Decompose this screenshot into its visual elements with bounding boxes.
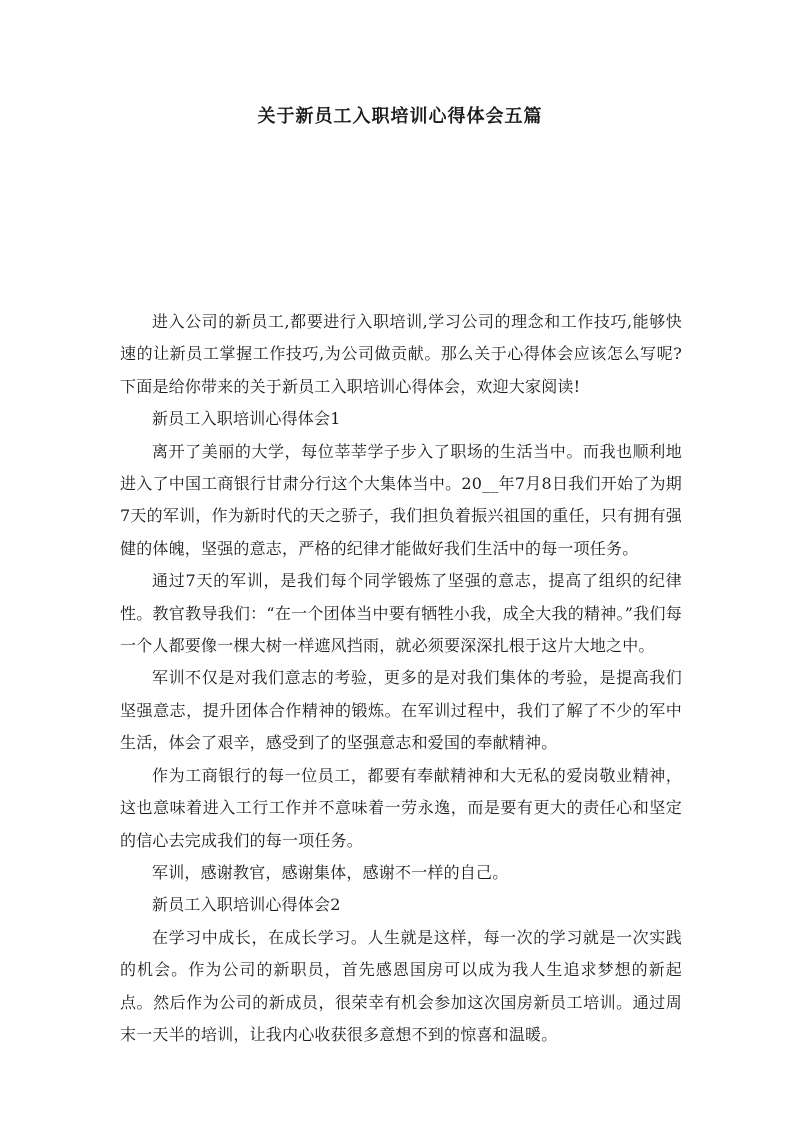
body-paragraph: 在学习中成长，在成长学习。人生就是这样，每一次的学习就是一次实践的机会。作为公司的新职员，首先感恩国房可以成为我人生追求梦想的新起点。然后作为公司的新成员，很荣幸有机会参加这次国房新员工培训。通过周末一天半的培训，让我内心收获很多意想不到的惊喜和温暖。 — [120, 927, 682, 1044]
intro-paragraph: 进入公司的新员工,都要进行入职培训,学习公司的理念和工作技巧,能够快速的让新员工掌握工作技巧,为公司做贡献。那么关于心得体会应该怎么写呢?下面是给你带来的关于新员工入职培训心得体会，欢迎大家阅读! — [120, 312, 682, 396]
section-heading-2: 新员工入职培训心得体会2 — [152, 895, 341, 915]
body-paragraph: 军训不仅是对我们意志的考验，更多的是对我们集体的考验，是提高我们坚强意志，提升团体合作精神的锻炼。在军训过程中，我们了解了不少的军中生活，体会了艰辛，感受到了的坚强意志和爱国的奉献精神。 — [120, 668, 682, 753]
body-paragraph: 离开了美丽的大学，每位莘莘学子步入了职场的生活当中。而我也顺利地进入了中国工商银行甘肃分行这个大集体当中。20__年7月8日我们开始了为期7天的军训，作为新时代的天之骄子，我们担负着振兴祖国的重任，只有拥有强健的体魄，坚强的意志，严格的纪律才能做好我们生活中的每一项任务。 — [120, 441, 682, 558]
body-paragraph: 通过7天的军训，是我们每个同学锻炼了坚强的意志，提高了组织的纪律性。教官教导我们：“在一个团体当中要有牺牲小我，成全大我的精神。”我们每一个人都要像一棵大树一样遮风挡雨，就必须要深深扎根于这片大地之中。 — [120, 571, 682, 656]
body-paragraph: 军训，感谢教官，感谢集体，感谢不一样的自己。 — [152, 862, 509, 882]
section-heading-1: 新员工入职培训心得体会1 — [152, 409, 341, 429]
document-title: 关于新员工入职培训心得体会五篇 — [257, 106, 543, 127]
document-body — [120, 306, 682, 1051]
body-paragraph: 作为工商银行的每一位员工，都要有奉献精神和大无私的爱岗敬业精神，这也意味着进入工行工作并不意味着一劳永逸，而是要有更大的责任心和坚定的信心去完成我们的每一项任务。 — [120, 765, 682, 850]
